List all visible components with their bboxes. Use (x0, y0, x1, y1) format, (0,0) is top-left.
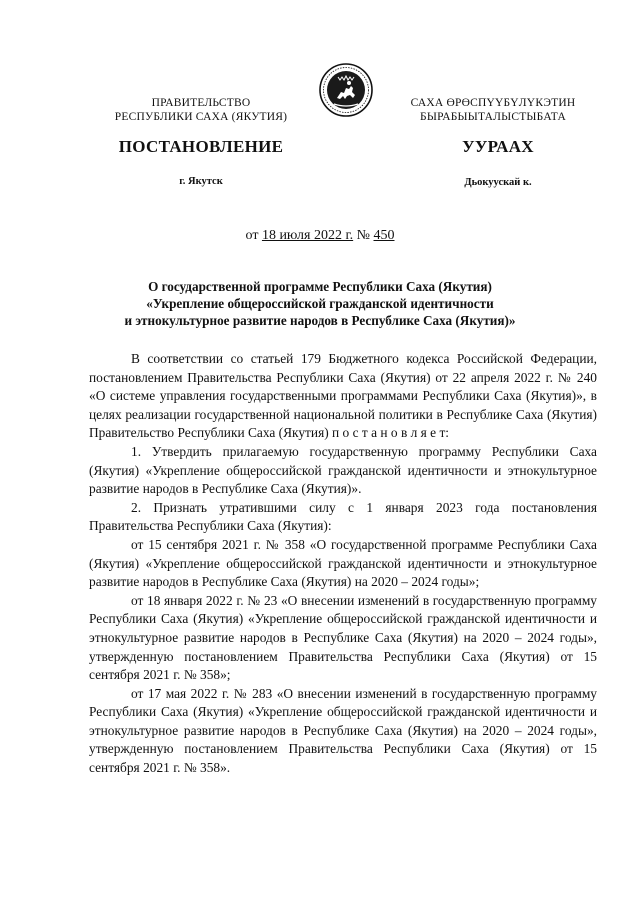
document-number: 450 (373, 228, 395, 243)
left-org-line-1: ПРАВИТЕЛЬСТВО (151, 97, 251, 109)
preamble-paragraph: В соответствии со статьей 179 Бюджетного кодекса Российской Федерации, постановлением Правительства Республики Саха (Якутия) от 22 апреля 2022 г. № 240 «О системе управления государственными программами Республики Саха (Якутия)», в целях реализации государственной национальной политики в Республике Саха (Якутия) Правительство Республики Саха (Якутия) п о с т а н о в л я е т: (89, 351, 597, 441)
document-type-sakha: УУРААХ (462, 137, 534, 156)
city-sakha: Дьокуускай к. (464, 177, 532, 188)
date-prefix: от (245, 228, 262, 243)
repealed-act-3: от 17 мая 2022 г. № 283 «О внесении изменений в государственную программу Республики Саха (Якутия) «Укрепление общероссийской гражданской идентичности и этнокультурное развитие народов в Республике Саха (Якутия) на 2020 – 2024 годы», утвержденную постановлением Правительства Республики Саха (Якутия) от 15 сентября 2021 г. № 358». (89, 685, 597, 776)
document-date: 18 июля 2022 г. (261, 228, 354, 243)
repealed-act-1: от 15 сентября 2021 г. № 358 «О государственной программе Республики Саха (Якутия) «Укрепление общероссийской гражданской идентичности и этнокультурное развитие народов в Республике Саха (Якутия) на 2020 – 2024 годы»; (89, 536, 597, 590)
left-org-line-2: РЕСПУБЛИКИ САХА (ЯКУТИЯ) (114, 111, 288, 123)
item-1-paragraph: 1. Утвердить прилагаемую государственную программу Республики Саха (Якутия) «Укрепление общероссийской гражданской идентичности и этнокультурное развитие народов в Республике Саха (Якутия)». (89, 443, 597, 497)
document-title (90, 278, 550, 329)
city-ru: г. Якутск (179, 176, 223, 187)
title-line-2: «Укрепление общероссийской гражданской идентичности (146, 296, 494, 311)
right-organization-name (388, 96, 598, 124)
document-body (89, 350, 597, 778)
right-org-line-2: БЫРАБЫЫТАЛЫСТЫБАТА (420, 111, 566, 123)
repealed-act-2: от 18 января 2022 г. № 23 «О внесении изменений в государственную программу Республики Саха (Якутия) «Укрепление общероссийской гражданской идентичности и этнокультурное развитие народов в Республике Саха (Якутия) на 2020 – 2024 годы», утвержденную постановлением Правительства Республики Саха (Якутия) от 15 сентября 2021 г. № 358»; (89, 592, 597, 683)
date-and-number (0, 228, 640, 244)
title-line-3: и этнокультурное развитие народов в Республике Саха (Якутия)» (124, 313, 516, 328)
left-organization-name (96, 96, 306, 124)
number-prefix: № (353, 228, 374, 243)
right-org-line-1: САХА ӨРӨСПҮҮБҮЛҮКЭТИН (410, 97, 576, 109)
item-2-paragraph: 2. Признать утратившими силу с 1 января 2023 года постановления Правительства Республики Саха (Якутия): (89, 499, 597, 534)
document-type-ru: ПОСТАНОВЛЕНИЕ (118, 137, 284, 156)
title-line-1: О государственной программе Республики Саха (Якутия) (148, 279, 492, 294)
coat-of-arms-icon (318, 62, 374, 118)
